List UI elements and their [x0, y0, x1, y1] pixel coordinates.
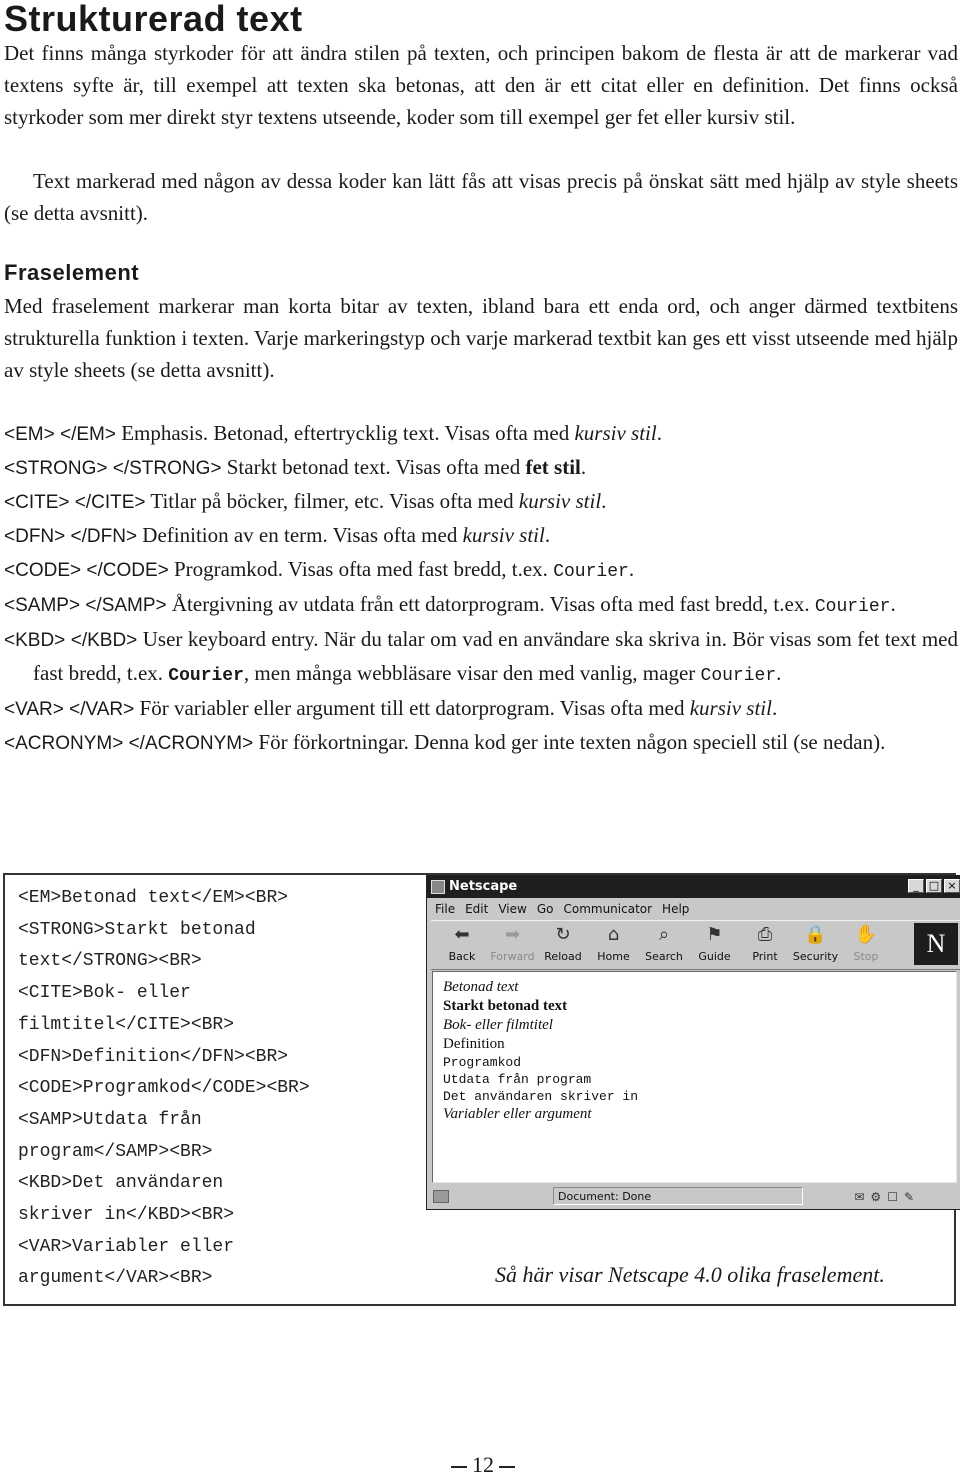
toolbar-button-label: Guide	[698, 950, 731, 963]
toolbar-button-label: Stop	[853, 950, 879, 963]
element-style-sample: kursiv stil	[462, 523, 545, 547]
element-description-end: .	[771, 696, 778, 720]
component-bar-icons[interactable]: ✉⚙☐✎	[854, 1190, 920, 1204]
rendered-line: Betonad text	[443, 979, 519, 995]
reload-button[interactable]	[538, 923, 588, 963]
element-description: Återgivning av utdata från ett datorprogram. Visas ofta med fast bredd, t.ex.	[166, 592, 815, 616]
element-tag: <DFN> </DFN>	[4, 526, 138, 547]
element-description-end: .	[601, 489, 607, 513]
page-number-value: 12	[472, 1452, 494, 1477]
html-code-example: <EM>Betonad text</EM><BR> <STRONG>Starkt betonad text</STRONG><BR> <CITE>Bok- eller filmtitel</CITE><BR> <DFN>Definition</DFN><BR> <CODE>Programkod</CODE><BR> <SAMP>Utdata från program</SAMP><BR> <KBD>Det användaren skriver in</KBD><BR> <VAR>Variabler eller argument</VAR><BR>	[18, 888, 310, 1289]
element-style-sample: kursiv stil	[574, 421, 657, 445]
forward-button[interactable]	[488, 923, 538, 963]
page-number	[446, 1452, 520, 1478]
rendered-line: Programkod	[443, 1055, 522, 1070]
search-icon: ⌕	[658, 924, 670, 945]
element-description-end: .	[580, 455, 587, 479]
phrase-element-item	[4, 553, 958, 588]
phrase-element-list	[4, 417, 958, 760]
rendered-line: Starkt betonad text	[443, 998, 568, 1014]
element-description-end: .	[890, 592, 896, 616]
window-titlebar	[427, 876, 960, 898]
element-style-sample: Courier	[553, 562, 629, 582]
page-number-dash	[499, 1466, 515, 1468]
element-tag: <STRONG> </STRONG>	[4, 458, 222, 479]
menu-item-view[interactable]: View	[498, 902, 527, 916]
element-tag: <KBD> </KBD>	[4, 630, 138, 651]
menu-item-communicator[interactable]: Communicator	[563, 902, 653, 916]
toolbar-button-label: Reload	[544, 950, 582, 963]
back-arrow-icon: ⬅	[454, 924, 470, 945]
status-text: Document: Done	[553, 1187, 803, 1205]
menu-item-edit[interactable]: Edit	[465, 902, 489, 916]
element-description-end: .	[656, 421, 662, 445]
rendered-output	[443, 978, 638, 1124]
element-tag: <CITE> </CITE>	[4, 492, 146, 513]
close-icon[interactable]: ×	[944, 879, 960, 893]
element-description-end: .	[776, 661, 782, 685]
rendered-line: Det användaren skriver in	[443, 1089, 639, 1104]
phrase-element-item	[4, 692, 958, 726]
navigation-toolbar	[431, 920, 960, 970]
element-style-sample: kursiv stil	[689, 696, 772, 720]
element-tag: <ACRONYM> </ACRONYM>	[4, 733, 254, 754]
print-button[interactable]	[740, 923, 790, 963]
phrase-element-item	[4, 519, 958, 553]
netscape-logo: N	[914, 923, 958, 965]
menu-bar	[435, 902, 699, 916]
window-title: Netscape	[449, 879, 518, 894]
rendered-line: Variabler eller argument	[443, 1106, 592, 1122]
toolbar-button-label: Search	[645, 950, 683, 963]
stop-icon: ✋	[854, 924, 878, 945]
phrase-element-item	[4, 451, 958, 485]
page-title: Strukturerad text	[4, 0, 303, 39]
element-description-end: .	[628, 557, 635, 581]
element-style-sample: Courier	[168, 666, 244, 686]
menu-item-file[interactable]: File	[435, 902, 456, 916]
element-description: User keyboard entry. När du talar om vad en användare ska skriva in. Bör visas som fet text med fast bredd, t.ex.	[33, 627, 958, 685]
element-description: Programkod. Visas ofta med fast bredd, t.ex.	[168, 557, 554, 581]
app-icon	[431, 880, 445, 894]
browser-content	[432, 971, 957, 1183]
element-description: Starkt betonad text. Visas ofta med	[221, 455, 526, 479]
element-description: Definition av en term. Visas ofta med	[137, 523, 463, 547]
phrase-element-item	[4, 588, 958, 623]
element-description: Titlar på böcker, filmer, etc. Visas ofta med	[145, 489, 519, 513]
phrase-element-item	[4, 726, 958, 760]
home-button[interactable]	[589, 923, 639, 963]
page-number-dash	[451, 1466, 467, 1468]
rendered-line: Definition	[443, 1036, 505, 1052]
forward-arrow-icon: ➡	[504, 924, 521, 945]
toolbar-button-label: Back	[448, 950, 476, 963]
toolbar-button-label: Print	[752, 950, 778, 963]
section-heading: Fraselement	[4, 260, 140, 285]
element-description: För variabler eller argument till ett datorprogram. Visas ofta med	[134, 696, 690, 720]
security-lock-icon: 🔒	[804, 924, 827, 945]
menu-item-help[interactable]: Help	[662, 902, 690, 916]
toolbar-button-label: Home	[597, 950, 630, 963]
intro-paragraph: Det finns många styrkoder för att ändra stilen på texten, och principen bakom de flesta är att de markerar vad textens syfte är, till exempel att texten ska betonas, att den är ett citat eller en definition. Det finns också styrkoder som mer direkt styr textens utseende, koder som till exempel ger fet eller kursiv stil.	[4, 41, 958, 129]
minimize-icon[interactable]: _	[908, 879, 924, 893]
section-paragraph: Med fraselement markerar man korta bitar av texten, ibland bara ett enda ord, och anger därmed textbitens strukturella funktion i texten. Varje markeringstyp och varje markerad textbit kan ges ett visst utseende med hjälp av style sheets (se detta avsnitt).	[4, 294, 958, 382]
security-lock-icon[interactable]	[433, 1190, 449, 1203]
phrase-element-item	[4, 417, 958, 451]
element-tag: <CODE> </CODE>	[4, 560, 169, 581]
toolbar-button-label: Forward	[490, 950, 535, 963]
example-figure	[3, 873, 956, 1306]
element-tag: <VAR> </VAR>	[4, 699, 135, 720]
back-button[interactable]	[437, 923, 487, 963]
rendered-line: Bok- eller filmtitel	[443, 1017, 553, 1033]
stop-button[interactable]	[841, 923, 891, 963]
element-tag: <EM> </EM>	[4, 424, 116, 445]
intro-paragraph-2: Text markerad med någon av dessa koder kan lätt fås att visas precis på önskat sätt med hjälp av style sheets (se detta avsnitt).	[4, 169, 958, 225]
print-icon: ⎙	[757, 924, 773, 945]
maximize-icon[interactable]: □	[926, 879, 942, 893]
phrase-element-item	[4, 485, 958, 519]
element-description: Emphasis. Betonad, eftertrycklig text. Visas ofta med	[115, 421, 575, 445]
rendered-line: Utdata från program	[443, 1072, 592, 1087]
status-bar	[431, 1187, 960, 1207]
element-description: , men många webbläsare visar den med vanlig, mager	[243, 661, 701, 685]
element-description-end: .	[544, 523, 551, 547]
search-button[interactable]	[639, 923, 689, 963]
security-button[interactable]	[791, 923, 841, 963]
element-description: För förkortningar. Denna kod ger inte texten någon speciell stil (se nedan).	[253, 730, 886, 754]
reload-icon: ↻	[555, 924, 571, 945]
menu-item-go[interactable]: Go	[536, 902, 554, 916]
element-style-sample: Courier	[700, 666, 777, 686]
figure-caption: Så här visar Netscape 4.0 olika fraselement.	[495, 1262, 885, 1287]
netscape-window	[426, 875, 960, 1210]
guide-button[interactable]	[690, 923, 740, 963]
home-icon: ⌂	[607, 924, 620, 945]
toolbar-button-label: Security	[792, 950, 839, 963]
guide-icon: ⚑	[706, 924, 723, 945]
element-tag: <SAMP> </SAMP>	[4, 595, 167, 616]
phrase-element-item	[4, 623, 958, 692]
element-style-sample: fet stil	[525, 455, 581, 479]
element-style-sample: Courier	[814, 597, 891, 617]
element-style-sample: kursiv stil	[518, 489, 602, 513]
